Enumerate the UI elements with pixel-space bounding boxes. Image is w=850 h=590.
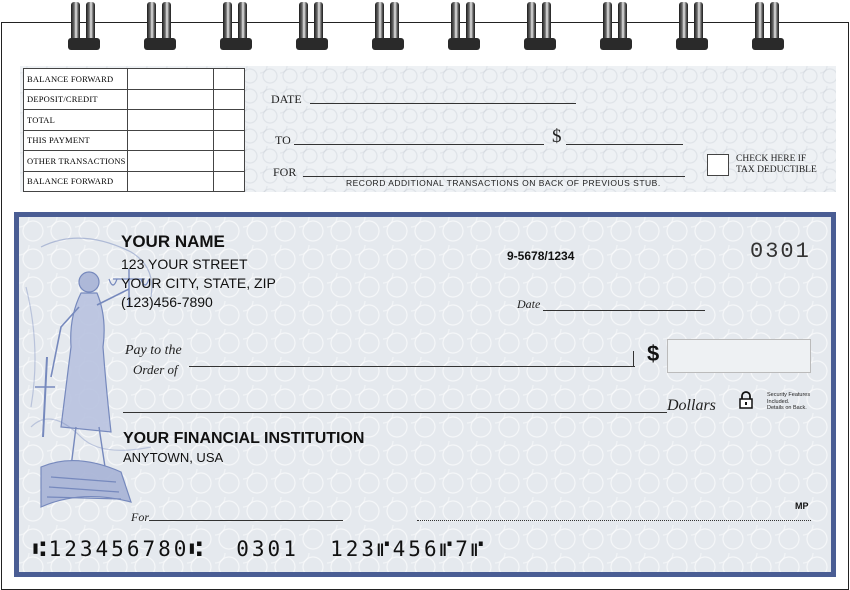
register-amount-cell[interactable] (127, 110, 213, 131)
written-amount-line[interactable] (123, 412, 667, 413)
stub-to-label: TO (275, 133, 291, 147)
register-row (24, 69, 245, 90)
register-cents-cell[interactable] (214, 69, 245, 90)
tax-deductible-label: CHECK HERE IF TAX DEDUCTIBLE (736, 154, 817, 175)
pay-to-label: Pay to the (125, 343, 182, 358)
stub-instruction: RECORD ADDITIONAL TRANSACTIONS ON BACK OF PREVIOUS STUB. (346, 178, 661, 188)
order-of-label: Order of (133, 362, 178, 377)
binding-ring-icon (218, 0, 254, 52)
micr-line: ⑆123456780⑆ 0301 123⑈456⑈7⑈ (33, 537, 487, 561)
binding-ring-icon (674, 0, 710, 52)
register-row-label: TOTAL (24, 110, 128, 131)
register-cents-cell[interactable] (214, 89, 245, 110)
register-amount-cell[interactable] (127, 89, 213, 110)
binding-ring-icon (446, 0, 482, 52)
date-line[interactable] (543, 310, 705, 311)
date-label: Date (517, 297, 541, 311)
binding-ring-icon (370, 0, 406, 52)
register-row-label: DEPOSIT/CREDIT (24, 89, 128, 110)
account-holder-street: 123 YOUR STREET (121, 256, 248, 272)
register-row (24, 171, 245, 192)
binding-ring-icon (294, 0, 330, 52)
register-amount-cell[interactable] (127, 151, 213, 172)
register-cents-cell[interactable] (214, 110, 245, 131)
register-amount-cell[interactable] (127, 69, 213, 90)
binding-ring-icon (142, 0, 178, 52)
amount-box[interactable] (667, 339, 811, 373)
register-cents-cell[interactable] (214, 130, 245, 151)
binding-ring-icon (598, 0, 634, 52)
register-cents-cell[interactable] (214, 171, 245, 192)
account-holder-name: YOUR NAME (121, 232, 225, 251)
bank-city: ANYTOWN, USA (123, 450, 224, 465)
stub-date-line[interactable] (310, 103, 576, 104)
register-row-label: OTHER TRANSACTIONS (24, 151, 128, 172)
stub-dollar-sign: $ (552, 126, 562, 147)
register-row (24, 151, 245, 172)
stub-amount-line[interactable] (566, 144, 683, 145)
tax-deductible-checkbox[interactable] (707, 154, 729, 176)
dollars-label: Dollars (667, 397, 716, 414)
signature-line[interactable] (417, 520, 811, 521)
memo-label: For (131, 510, 149, 524)
register-table (23, 68, 245, 192)
account-holder-city: YOUR CITY, STATE, ZIP (121, 275, 276, 291)
binding-ring-icon (66, 0, 102, 52)
stub-memo-line[interactable] (303, 176, 685, 177)
register-row-label: BALANCE FORWARD (24, 171, 128, 192)
account-holder-phone: (123)456-7890 (121, 294, 213, 310)
stub-for-label: FOR (273, 165, 297, 179)
check-number: 0301 (750, 239, 811, 264)
amount-dollar-sign: $ (647, 341, 660, 366)
register-row (24, 110, 245, 131)
mp-mark: MP (795, 501, 809, 511)
memo-line[interactable] (149, 520, 343, 521)
bank-name: YOUR FINANCIAL INSTITUTION (123, 430, 365, 447)
register-row-label: BALANCE FORWARD (24, 69, 128, 90)
payee-line-end (633, 351, 634, 367)
stub-date-label: DATE (271, 92, 302, 106)
check-stub (20, 66, 836, 192)
payee-line[interactable] (189, 366, 635, 367)
lock-icon (739, 391, 753, 409)
register-row-label: THIS PAYMENT (24, 130, 128, 151)
routing-fraction: 9-5678/1234 (507, 249, 575, 263)
register-amount-cell[interactable] (127, 171, 213, 192)
security-features-note: Security Features Included. Details on Back. (767, 392, 811, 411)
stub-payee-line[interactable] (294, 144, 544, 145)
binding-ring-icon (522, 0, 558, 52)
register-amount-cell[interactable] (127, 130, 213, 151)
register-row (24, 89, 245, 110)
check (14, 212, 836, 577)
register-row (24, 130, 245, 151)
binding-ring-icon (750, 0, 786, 52)
register-cents-cell[interactable] (214, 151, 245, 172)
